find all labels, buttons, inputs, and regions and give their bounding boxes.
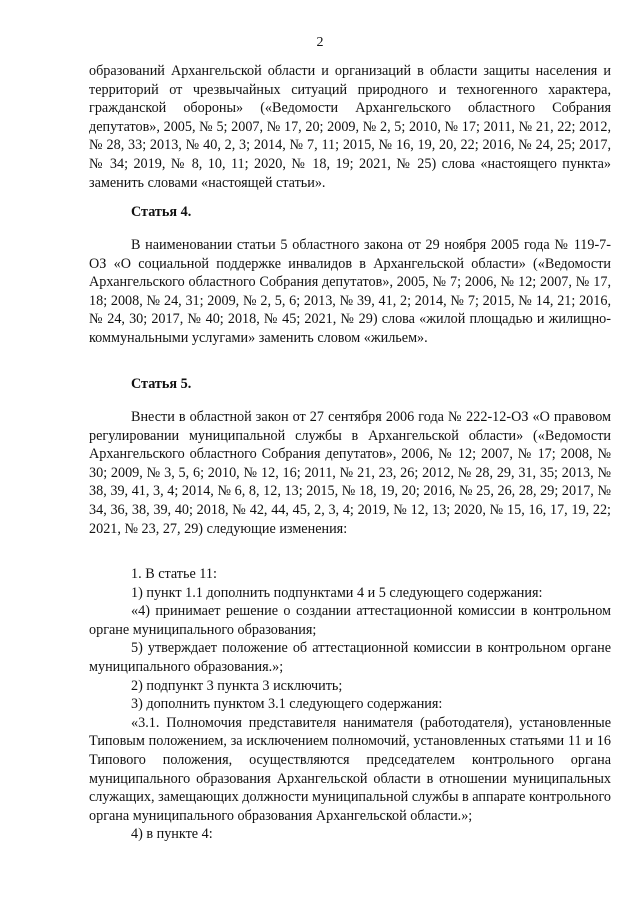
subitem-2: 2) подпункт 3 пункта 3 исключить;: [131, 677, 343, 694]
subitem-3-text: «3.1. Полномочия представителя нанимателя (работодателя), установленные Типовым положением, за исключением полномочий, установленных статьями 11 и 16 Типового положения, осуществляются председателем контрольного органа муниципального образования Архангельской области в отношении муниципальных служащих, замещающих должности муниципальной службы в аппарате контрольного органа муниципального образования Архангельской области.»;: [89, 714, 611, 824]
article-5-body: [89, 408, 611, 538]
paragraph-intro: [89, 62, 611, 192]
subitem-1-point-4: «4) принимает решение о создании аттестационной комиссии в контрольном органе муниципального образования;: [89, 603, 611, 638]
item-1: 1. В статье 11:: [131, 566, 217, 582]
amendments-list: [89, 565, 611, 844]
subitem-3: 3) дополнить пунктом 3.1 следующего содержания:: [131, 696, 443, 713]
subitem-1-point-5: 5) утверждает положение об аттестационной комиссии в контрольном органе муниципального образования.»;: [89, 640, 611, 675]
paragraph-intro-text: образований Архангельской области и организаций в области защиты населения и территорий от чрезвычайных ситуаций природного и техногенного характера, гражданской обороны» («Ведомости Архангельского областного Собрания депутатов», 2005, № 5; 2007, № 17, 20; 2009, № 2, 5; 2010, № 17; 2011, № 21, 22; 2012, № 28, 33; 2013, № 40, 2, 3; 2014, № 7, 11; 2015, № 16, 19, 20, 22; 2016, № 24, 25; 2017, № 34; 2019, № 8, 10, 11; 2020, № 18, 19; 2021, № 25) слова «настоящего пункта» заменить словами «настоящей статьи».: [89, 63, 611, 191]
article-4: [89, 203, 611, 222]
article-5: [89, 375, 611, 394]
article-4-body: [89, 236, 611, 348]
article-5-title: Статья 5.: [131, 376, 192, 392]
subitem-4: 4) в пункте 4:: [131, 826, 213, 843]
article-4-text: В наименовании статьи 5 областного закона от 29 ноября 2005 года № 119-7-ОЗ «О социальной поддержке инвалидов в Архангельской области» («Ведомости Архангельского областного Собрания депутатов», 2005, № 7; 2006, № 12; 2007, № 17, 18; 2008, № 24, 31; 2009, № 2, 5, 6; 2013, № 39, 41, 2; 2014, № 7; 2015, № 14, 21; 2016, № 24, 30; 2017, № 40; 2018, № 45; 2021, № 29) слова «жилой площадью и жилищно-коммунальными услугами» заменить словом «жильем».: [89, 237, 611, 346]
article-5-text: Внести в областной закон от 27 сентября 2006 года № 222-12-ОЗ «О правовом регулировании муниципальной службы в Архангельской области» («Ведомости Архангельского областного Собрания депутатов», 2006, № 12; 2007, № 17; 2008, № 30; 2009, № 3, 5, 6; 2010, № 12, 16; 2011, № 21, 23, 26; 2012, № 28, 29, 31, 35; 2013, № 38, 39, 41, 3, 4; 2014, № 6, 8, 12, 13; 2015, № 18, 19, 20; 2016, № 25, 26, 28, 29; 2017, № 34, 36, 38, 39, 40; 2018, № 42, 44, 45, 2, 3, 4; 2019, № 12, 13; 2020, № 15, 16, 17, 19, 22; 2021, № 23, 27, 29) следующие изменения:: [89, 409, 611, 537]
subitem-1: 1) пункт 1.1 дополнить подпунктами 4 и 5 следующего содержания:: [131, 584, 543, 601]
article-4-title: Статья 4.: [131, 204, 192, 220]
page-number: 2: [316, 35, 324, 50]
